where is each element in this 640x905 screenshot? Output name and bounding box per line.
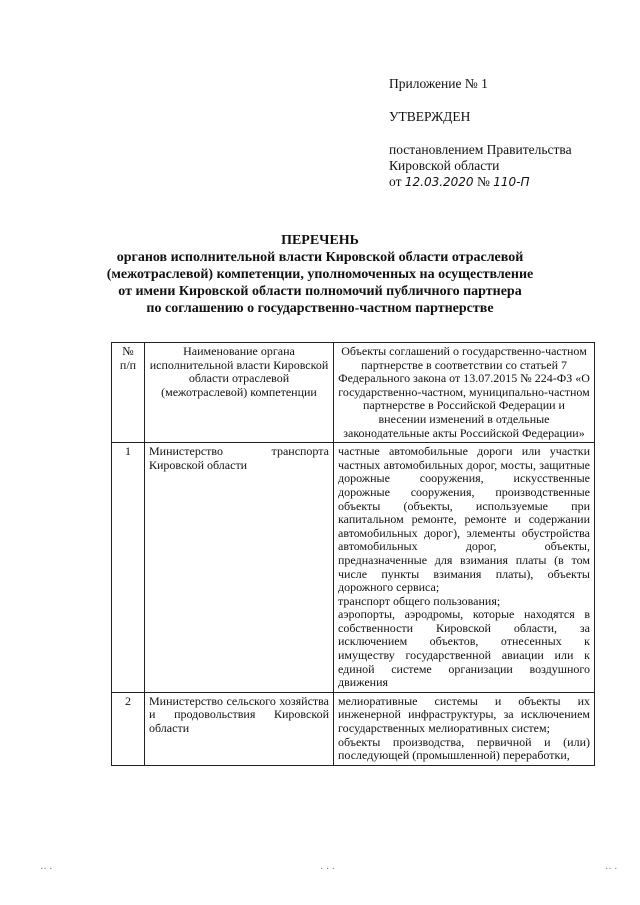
document-title: [80, 232, 560, 317]
row-objects: [334, 692, 595, 765]
decree-from: от: [389, 174, 402, 189]
scan-artifact: ·· ·: [605, 864, 618, 875]
title-line: органов исполнительной власти Кировской области отраслевой: [116, 250, 524, 265]
approval-header: [389, 76, 629, 190]
decree-number: 110-П: [493, 175, 530, 189]
appendix-label: Приложение № 1: [389, 76, 488, 91]
approved-label: УТВЕРЖДЕН: [389, 109, 471, 124]
row-organ: Министерство транспорта Кировской области: [145, 443, 334, 693]
scan-artifact: ·· ·: [40, 864, 53, 875]
object-item: транспорт общего пользования;: [338, 593, 501, 608]
object-item: мелиоративные системы и объекты их инженерной инфраструктуры, за исключением государственных мелиоративных систем;: [338, 693, 590, 736]
decree-line-2: Кировской области: [389, 158, 500, 173]
row-organ: Министерство сельского хозяйства и продовольствия Кировской области: [145, 692, 334, 765]
table-header-row: [112, 343, 595, 443]
scan-artifact: · · ·: [320, 864, 335, 875]
header-objects: Объекты соглашений о государственно-частном партнерстве в соответствии со статьей 7 Федерального закона от 13.07.2015 № 224-ФЗ «О государственно-частном, муниципально-частном партнерстве в Российской Федерации и внесении изменений в отдельные законодательные акты Российской Федерации»: [334, 343, 595, 443]
authorities-table: [111, 342, 595, 766]
row-number: 2: [112, 692, 145, 765]
title-line: от имени Кировской области полномочий публичного партнера: [118, 284, 522, 299]
header-number: № п/п: [112, 343, 145, 443]
table-row: [112, 692, 595, 765]
table-row: [112, 443, 595, 693]
decree-reference: [389, 174, 629, 190]
object-item: объекты производства, первичной и (или) последующей (промышленной) переработки,: [338, 734, 590, 763]
title-heading: ПЕРЕЧЕНЬ: [281, 233, 359, 248]
object-item: частные автомобильные дороги или участки частных автомобильных дорог, мосты, защитные дорожные сооружения, искусственные дорожные сооружения, производственные объекты (объекты, используемые при капитальном ремонте, ремонте и содержании автомобильных дорог), элементы обустройства автомобильных дорог, объекты, предназначенные для взимания платы (в том числе пункты взимания платы), объекты дорожного сервиса;: [338, 444, 590, 595]
decree-date: 12.03.2020: [404, 175, 474, 189]
row-objects: [334, 443, 595, 693]
row-number: 1: [112, 443, 145, 693]
title-line: по соглашению о государственно-частном партнерстве: [146, 301, 494, 316]
object-item: аэропорты, аэродромы, которые находятся в собственности Кировской области, за исключением объектов, отнесенных к имуществу государственной авиации или к единой системе организации воздушного движения: [338, 607, 590, 690]
decree-line-1: постановлением Правительства: [389, 142, 572, 157]
title-line: (межотраслевой) компетенции, уполномоченных на осуществление: [106, 267, 534, 282]
header-organ: Наименование органа исполнительной власти Кировской области отраслевой (межотраслевой) компетенции: [145, 343, 334, 443]
decree-number-label: №: [476, 174, 490, 189]
